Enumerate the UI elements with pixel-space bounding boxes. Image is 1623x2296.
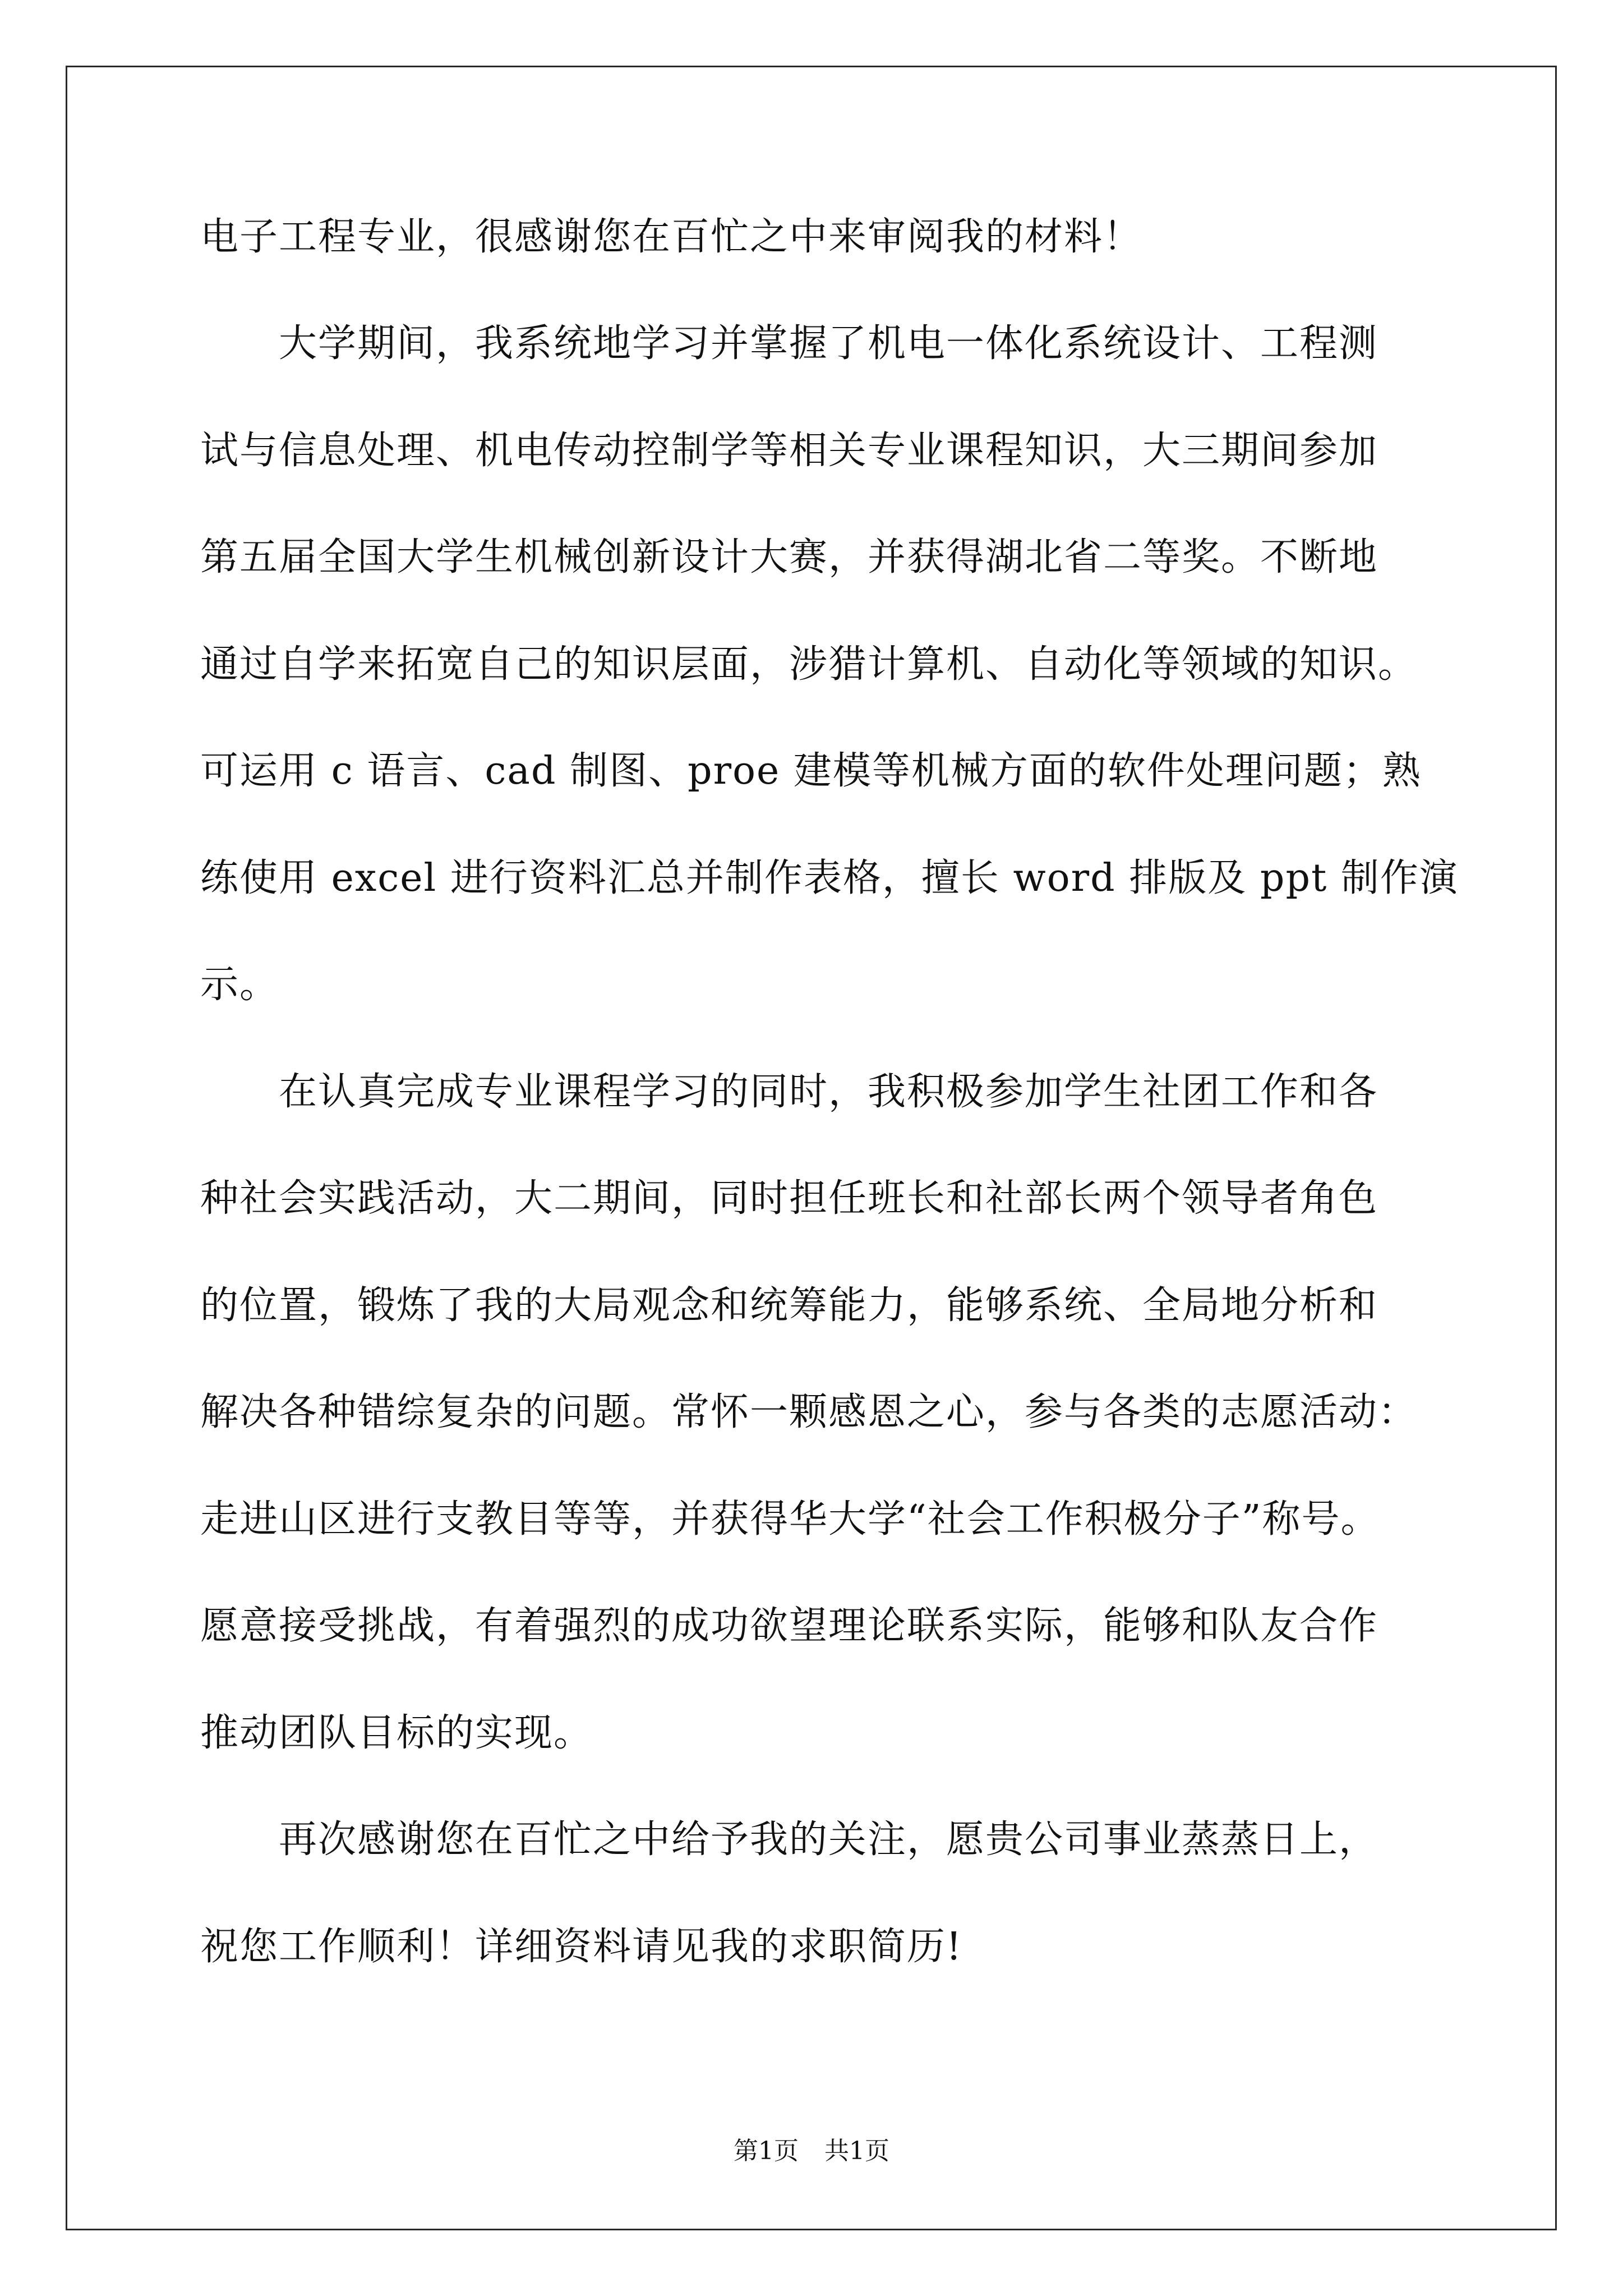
body-line-5: 通过自学来拓宽自己的知识层面，涉猎计算机、自动化等领域的知识。 <box>200 642 1418 687</box>
body-line-12: 解决各种错综复杂的问题。常怀一颗感恩之心，参与各类的志愿活动： <box>200 1390 1418 1434</box>
body-line-17: 祝您工作顺利！详细资料请见我的求职简历! <box>200 1925 963 1969</box>
body-line-7: 练使用 excel 进行资料汇总并制作表格，擅长 word 排版及 ppt 制作演 <box>200 856 1459 900</box>
body-line-10: 种社会实践活动，大二期间，同时担任班长和社部长两个领导者角色 <box>200 1176 1378 1221</box>
body-line-13: 走进山区进行支教目等等，并获得华大学“社会工作积极分子”称号。 <box>200 1497 1380 1542</box>
body-line-1: 电子工程专业，很感谢您在百忙之中来审阅我的材料！ <box>200 215 1143 259</box>
page-footer <box>0 2134 1623 2168</box>
body-line-9: 在认真完成专业课程学习的同时，我积极参加学生社团工作和各 <box>200 1070 1378 1114</box>
body-line-2: 大学期间，我系统地学习并掌握了机电一体化系统设计、工程测 <box>200 321 1378 366</box>
body-line-3: 试与信息处理、机电传动控制学等相关专业课程知识，大三期间参加 <box>200 429 1378 473</box>
body-line-6: 可运用 c 语言、cad 制图、proe 建模等机械方面的软件处理问题；熟 <box>200 749 1422 793</box>
body-line-16: 再次感谢您在百忙之中给予我的关注，愿贵公司事业蒸蒸日上， <box>200 1818 1378 1862</box>
body-line-11: 的位置，锻炼了我的大局观念和统筹能力，能够系统、全局地分析和 <box>200 1283 1378 1328</box>
body-line-14: 愿意接受挑战，有着强烈的成功欲望理论联系实际，能够和队友合作 <box>200 1604 1378 1648</box>
body-line-4: 第五届全国大学生机械创新设计大赛，并获得湖北省二等奖。不断地 <box>200 535 1378 579</box>
page-number-current: 第1页 <box>734 2137 799 2165</box>
page-border <box>66 66 1557 2230</box>
page-number-total: 共1页 <box>824 2137 889 2165</box>
body-line-15: 推动团队目标的实现。 <box>200 1711 593 1755</box>
body-line-8: 示。 <box>200 963 279 1007</box>
